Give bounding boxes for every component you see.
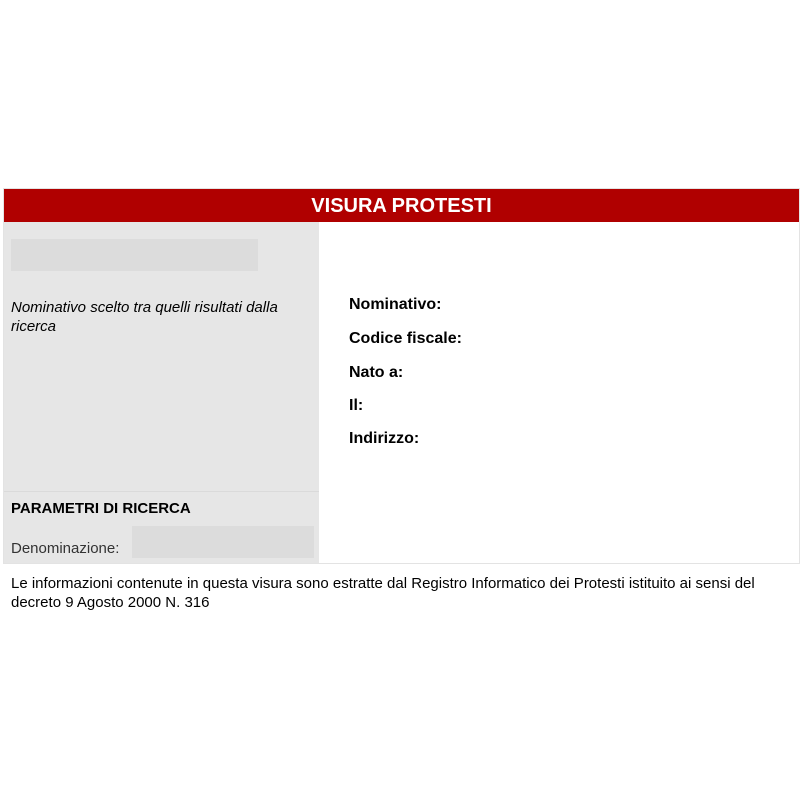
panel-divider [4,491,319,492]
nominativo-label: Nominativo: [349,296,442,313]
search-params-title: PARAMETRI DI RICERCA [11,500,191,517]
visura-card [3,188,800,564]
selected-name-note: Nominativo scelto tra quelli risultati dalla ricerca [11,299,278,335]
nato-a-label: Nato a: [349,364,404,381]
left-panel [4,222,319,563]
footer-note: Le informazioni contenute in questa visura sono estratte dal Registro Informatico dei Protesti istituito ai sensi del decreto 9 Agosto 2000 N. 316 [11,575,755,611]
codice-fiscale-label: Codice fiscale: [349,330,462,347]
page-title: VISURA PROTESTI [4,189,799,222]
details-panel [319,222,799,563]
selected-name-placeholder [11,239,258,271]
indirizzo-label: Indirizzo: [349,430,420,447]
il-label: Il: [349,397,364,414]
denominazione-input[interactable] [132,526,314,558]
denominazione-label: Denominazione: [11,540,120,557]
